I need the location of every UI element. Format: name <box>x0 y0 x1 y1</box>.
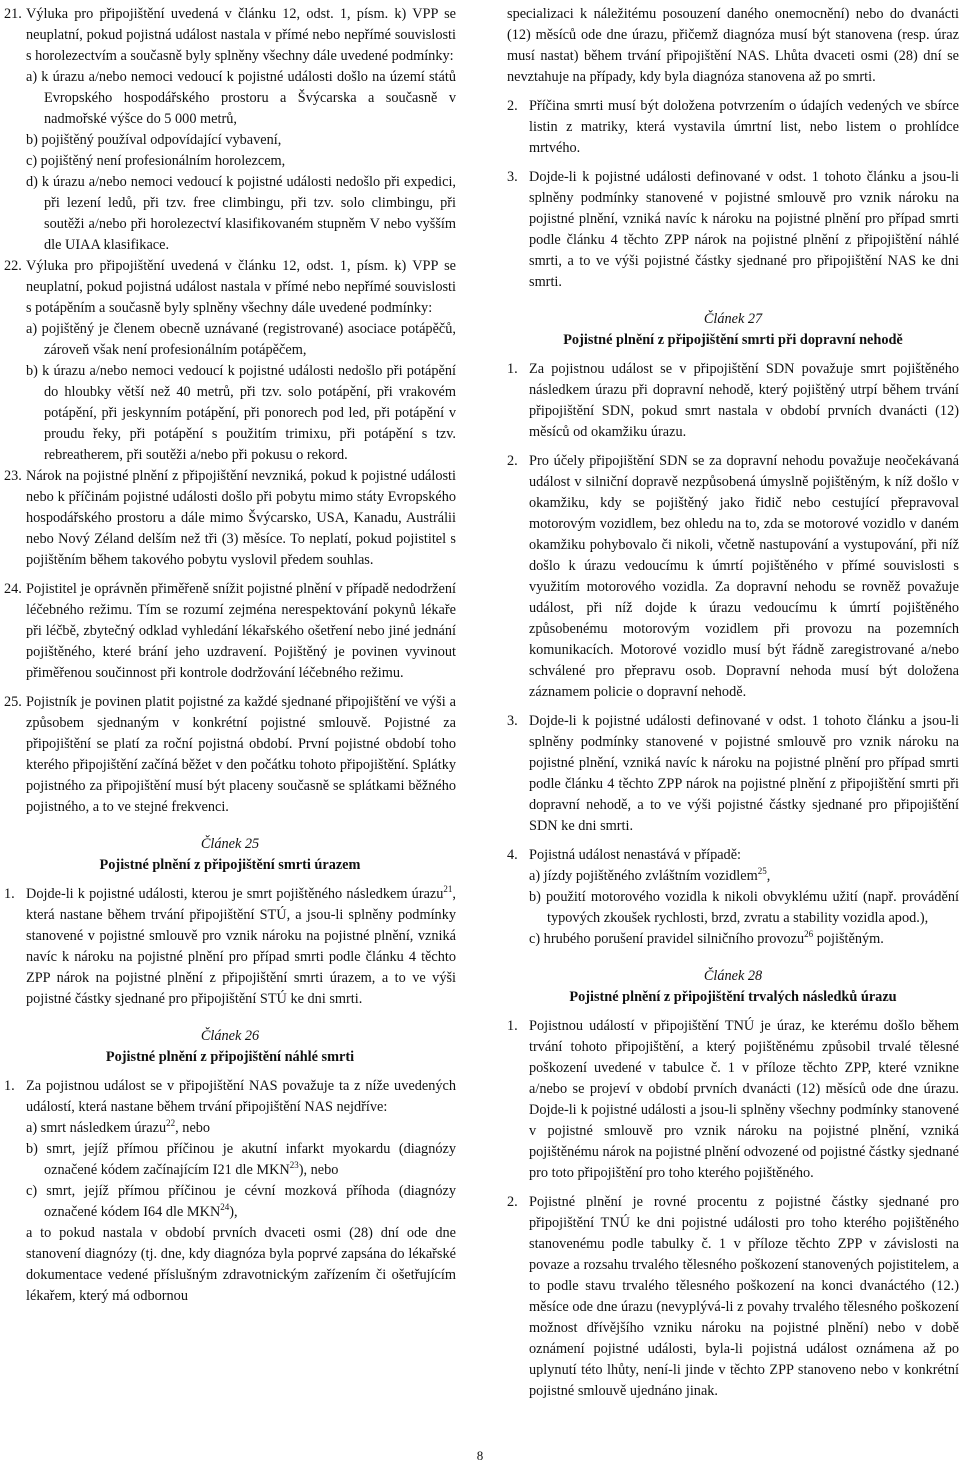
footnote-ref: 21 <box>443 884 453 895</box>
clause-number: 24. <box>4 581 22 597</box>
para-text: Dojde-li k pojistné události definované v odst. 1 tohoto článku a jsou-li splněny podmínky stanovené v pojistné smlouvě pro vznik nároku na pojistné plnění, vzniká navíc k nároku na pojistné plnění pro případ smrti podle článku 4 těchto ZPP nárok na pojistné plnění z připojištění náhlé smrti, a to ve výši pojistné částky sjednané pro připojištění NAS ke dni smrti. <box>529 169 959 290</box>
article-27-para-1 <box>507 359 959 443</box>
condition-a: a) pojištěný je členem obecně uznávané (registrované) asociace potápěčů, zároveň však není profesionálním potápěčem, <box>26 321 456 358</box>
article-25-label: Článek 25 <box>200 836 260 852</box>
clause-25 <box>4 692 456 818</box>
clause-text: Pojistitel je oprávněn přiměřeně snížit pojistné plnění v případě nedodržení léčebného režimu. Tím se rozumí zejména nerespektování pokynů lékaře při léčbě, zbytečný odklad vyhledání lékařského ošetření nebo jiné jednání pojištěného, které brání jeho uzdravení. Pojištěný je povinen vyvinout přiměřenou součinnost při kontrole dodržování léčebného režimu. <box>26 581 456 681</box>
left-column <box>4 4 456 1307</box>
continuation-text: specializaci k náležitému posouzení daného onemocnění) nebo do dvanácti (12) měsíců ode dne úrazu, přičemž diagnóza musí být stanovena (resp. úraz musí nastat) během trvání připojištění NAS. Lhůta dvaceti osmi (28) dní se nevztahuje na případy, kdy byla diagnóza stanovena až po smrti. <box>507 6 959 85</box>
clause-22 <box>4 256 456 466</box>
exclusion-c: c) hrubého porušení pravidel silničního provozu$^{26}$ pojištěným. <box>529 929 884 947</box>
clause-text: Výluka pro připojištění uvedená v článku 12, odst. 1, písm. k) VPP se neuplatní, pokud pojistná událost nastala v přímé nebo nepřímé souvislosti s horolezectvím a současně byly splněny všechny dále uvedené podmínky: <box>26 6 456 64</box>
footnote-ref: 25 <box>757 866 767 877</box>
clause-number: 22. <box>4 258 22 274</box>
para-number: 3. <box>507 169 518 185</box>
event-c: c) smrt, jejíž přímou příčinou je cévní mozková příhoda (diagnózy označené kódem I64 dle MKN$^{24}$), <box>26 1183 456 1220</box>
article-27-para-2 <box>507 451 959 703</box>
para-number: 2. <box>507 453 518 469</box>
para-number: 1. <box>507 1018 518 1034</box>
article-26-title: Pojistné plnění z připojištění náhlé smrti <box>105 1049 355 1065</box>
event-a: a) smrt následkem úrazu$^{22}$, nebo <box>26 1118 211 1136</box>
clause-number: 25. <box>4 694 22 710</box>
clause-text: Nárok na pojistné plnění z připojištění nevzniká, pokud k pojistné události nebo k příčinám pojistné události došlo při pobytu mimo státy Evropského hospodářského prostoru a dále mimo Švýcarsko, USA, Kanadu, Austrálii nebo Nový Zéland delším než tři (3) měsíce. To neplatí, pokud pojistitel s pojištěním během takového pobytu vyslovil předem souhlas. <box>26 468 456 568</box>
para-text: Příčina smrti musí být doložena potvrzením o údajích vedených ve sbírce listin z matriky, která vystavila úmrtní list, nebo listem o prohlídce mrtvého. <box>529 98 959 156</box>
footnote-ref: 24 <box>220 1202 230 1213</box>
exclusion-b: b) použití motorového vozidla k nikoli obvyklému užití (např. provádění typových zkoušek rychlosti, brzd, zvratu a stability vozidla apod.), <box>529 889 959 926</box>
para-text: Pojistné plnění je rovné procentu z pojistné částky sjednané pro připojištění TNÚ ke dni pojistné události pro toho kterého pojištěného stanovenému podle tabulky č. 1 v příloze těchto ZPP v závislosti na povaze a rozsahu trvalého tělesného poškození stanovených pojistitelem, a to podle stavu trvalého tělesného poškození na konci dvanáctého (12.) měsíce ode dne úrazu (nevyplývá-li z povahy trvalého tělesného poškození možnost dřívějšího vzniku nároku na pojistné plnění) nebo v době oznámení pojistné události, byla-li pojistná událost oznámena až po uplynutí této lhůty, není-li jinde v těchto ZPP stanoveno nebo v konkrétní pojistné smlouvě ujednáno jinak. <box>529 1194 959 1399</box>
para-text: Pro účely připojištění SDN se za dopravní nehodu považuje neočekávaná událost v silniční dopravě nezpůsobená úmyslně pojištěným, k níž došlo v okamžiku, kdy se pojištěný jako řidič nebo cestující přepravoval motorovým vozidlem, bez ohledu na to, zda se motorové vozidlo v daném okamžiku pohybovalo či nikoli, včetně nastupování a vystupování, při níž došlo k úrazu vedoucímu k úmrtí pojištěného v přímé souvislosti s využitím motorového vozidla. Za dopravní nehodu se rovněž považuje událost, při níž dojde k úrazu vedoucímu k úmrtí pojištěného způsobenému motorovým vozidlem při provozu na pozemních komunikacích. Motorové vozidlo musí být řádně zaregistrované a/nebo schválené pro přepravu osob. Dopravní nehoda musí být doložena záznamem policie o dopravní nehodě. <box>529 453 959 700</box>
para-number: 2. <box>507 98 518 114</box>
para-number: 4. <box>507 847 518 863</box>
para-number: 1. <box>4 886 15 902</box>
event-b: b) smrt, jejíž přímou příčinou je akutní infarkt myokardu (diagnózy označené kódem začínajícím I21 dle MKN$^{23}$), nebo <box>26 1141 456 1178</box>
condition-c: c) pojištěný není profesionálním horolezcem, <box>26 153 286 169</box>
article-27-label: Článek 27 <box>703 311 763 327</box>
article-28-para-1 <box>507 1016 959 1184</box>
condition-d: d) k úrazu a/nebo nemoci vedoucí k pojistné události nedošlo při expedici, při lezení ledů, při tzv. free climbingu, při tzv. solo climbingu, při soutěži a/nebo při horolezectví klasifikovaném stupněm V nebo vyšším dle UIAA klasifikace. <box>26 174 456 253</box>
article-27-para-4 <box>507 845 959 950</box>
para-text: Pojistná událost nenastává v případě: <box>529 847 742 863</box>
article-26-para-3 <box>507 167 959 293</box>
para-text: Za pojistnou událost se v připojištění NAS považuje ta z níže uvedených událostí, která nastane během trvání připojištění NAS nejdříve: <box>26 1078 456 1115</box>
article-25-para-1 <box>4 884 456 1010</box>
article-26-para-2 <box>507 96 959 159</box>
para-number: 1. <box>4 1078 15 1094</box>
para-text: Dojde-li k pojistné události definované v odst. 1 tohoto článku a jsou-li splněny podmínky stanovené v pojistné smlouvě pro vznik nároku na pojistné plnění, vzniká navíc k nároku na pojistné plnění pro případ smrti podle článku 4 těchto ZPP nárok na pojistné plnění z připojištění smrti při dopravní nehodě, a to ve výši pojistné částky sjednané pro připojištění SDN ke dni smrti. <box>529 713 959 834</box>
footnote-ref: 26 <box>804 929 814 940</box>
para-number: 2. <box>507 1194 518 1210</box>
clause-24 <box>4 579 456 684</box>
condition-b: b) k úrazu a/nebo nemoci vedoucí k pojistné události nedošlo při potápění do hloubky větší než 40 metrů, při tzv. solo potápění, při vrakovém potápění, při jeskynním potápění, při ponorech pod led, při potápění v proudu řeky, při potápění s použitím trimixu, při potápění s tzv. rebreatherem, při soutěži a/nebo při pokusu o rekord. <box>26 363 456 463</box>
clause-text: Výluka pro připojištění uvedená v článku 12, odst. 1, písm. k) VPP se neuplatní, pokud pojistná událost nastala v přímé nebo nepřímé souvislosti s potápěním a současně byly splněny všechny dále uvedené podmínky: <box>26 258 456 316</box>
exclusion-a: a) jízdy pojištěného zvláštním vozidlem$^{25}$, <box>529 866 771 884</box>
clause-21 <box>4 4 456 256</box>
footnote-ref: 23 <box>289 1160 299 1171</box>
para-number: 1. <box>507 361 518 377</box>
para-text: Dojde-li k pojistné události, kterou je smrt pojištěného následkem úrazu$^{21}$, která nastane během trvání připojištění STÚ, a jsou-li splněny podmínky stanovené v pojistné smlouvě pro vznik nároku na pojistné plnění, vzniká navíc k nároku na pojistné plnění pro případ smrti podle článku 4 těchto ZPP nárok na pojistné plnění z připojištění smrti úrazem, a to ve výši pojistné částky sjednané pro připojištění STÚ ke dni smrti. <box>26 884 456 1007</box>
clause-text: Pojistník je povinen platit pojistné za každé sjednané připojištění ve výši a způsobem sjednaným v konkrétní pojistné smlouvě. Pojistné za připojištění se platí za roční pojistná období. První pojistné období toho kterého připojištění začíná běžet v den počátku tohoto připojištění. Splátky pojistného za připojištění musí být placeny současně se splátkami běžného pojistného, a to ve stejné frekvenci. <box>26 694 456 815</box>
article-28-para-2 <box>507 1192 959 1402</box>
para-tail: a to pokud nastala v období prvních dvaceti osmi (28) dní ode dne stanovení diagnózy (tj. dne, kdy diagnóza byla poprvé zapsána do lékařské dokumentace vedené příslušným zdravotnickým zařízením či ošetřujícím lékařem, který má odbornou <box>26 1225 456 1304</box>
condition-b: b) pojištěný používal odpovídající vybavení, <box>26 132 282 148</box>
clause-number: 23. <box>4 468 22 484</box>
article-25-title: Pojistné plnění z připojištění smrti úrazem <box>99 857 361 873</box>
right-column <box>507 4 959 1402</box>
article-26-label: Článek 26 <box>200 1028 260 1044</box>
article-27-para-3 <box>507 711 959 837</box>
para-number: 3. <box>507 713 518 729</box>
footnote-ref: 22 <box>166 1118 176 1129</box>
article-27-title: Pojistné plnění z připojištění smrti při dopravní nehodě <box>563 332 903 348</box>
para-text: Za pojistnou událost se v připojištění SDN považuje smrt pojištěného následkem úrazu při dopravní nehodě, který pojištěný utrpí během trvání připojištění SDN, pokud smrt nastala v období prvních dvanácti (12) měsíců od okamžiku úrazu. <box>529 361 959 440</box>
condition-a: a) k úrazu a/nebo nemoci vedoucí k pojistné události došlo na území států Evropského hospodářského prostoru a Švýcarska a současně v nadmořské výšce do 5 000 metrů, <box>26 69 456 127</box>
article-28-title: Pojistné plnění z připojištění trvalých následků úrazu <box>569 989 897 1005</box>
clause-23 <box>4 466 456 571</box>
article-28-label: Článek 28 <box>703 968 763 984</box>
page-number: 8 <box>476 1448 484 1463</box>
article-26-para-1 <box>4 1076 456 1307</box>
para-text: Pojistnou událostí v připojištění TNÚ je úraz, ke kterému došlo během trvání tohoto připojištění, a který pojištěnému způsobil trvalé tělesné poškození uvedené v tabulce č. 1 v příloze těchto ZPP, které vznikne a/nebo se projeví v období prvních dvanácti (12) měsíců ode dne úrazu. Dojde-li k pojistné události a jsou-li splněny všechny podmínky stanovené v pojistné smlouvě pro vznik nároku na pojistné plnění, vzniká pojištěnému nárok na pojistné plnění odvozené od pojistné částky sjednané pro toto připojištění pro toho kterého pojištěného. <box>529 1018 959 1181</box>
clause-number: 21. <box>4 6 22 22</box>
